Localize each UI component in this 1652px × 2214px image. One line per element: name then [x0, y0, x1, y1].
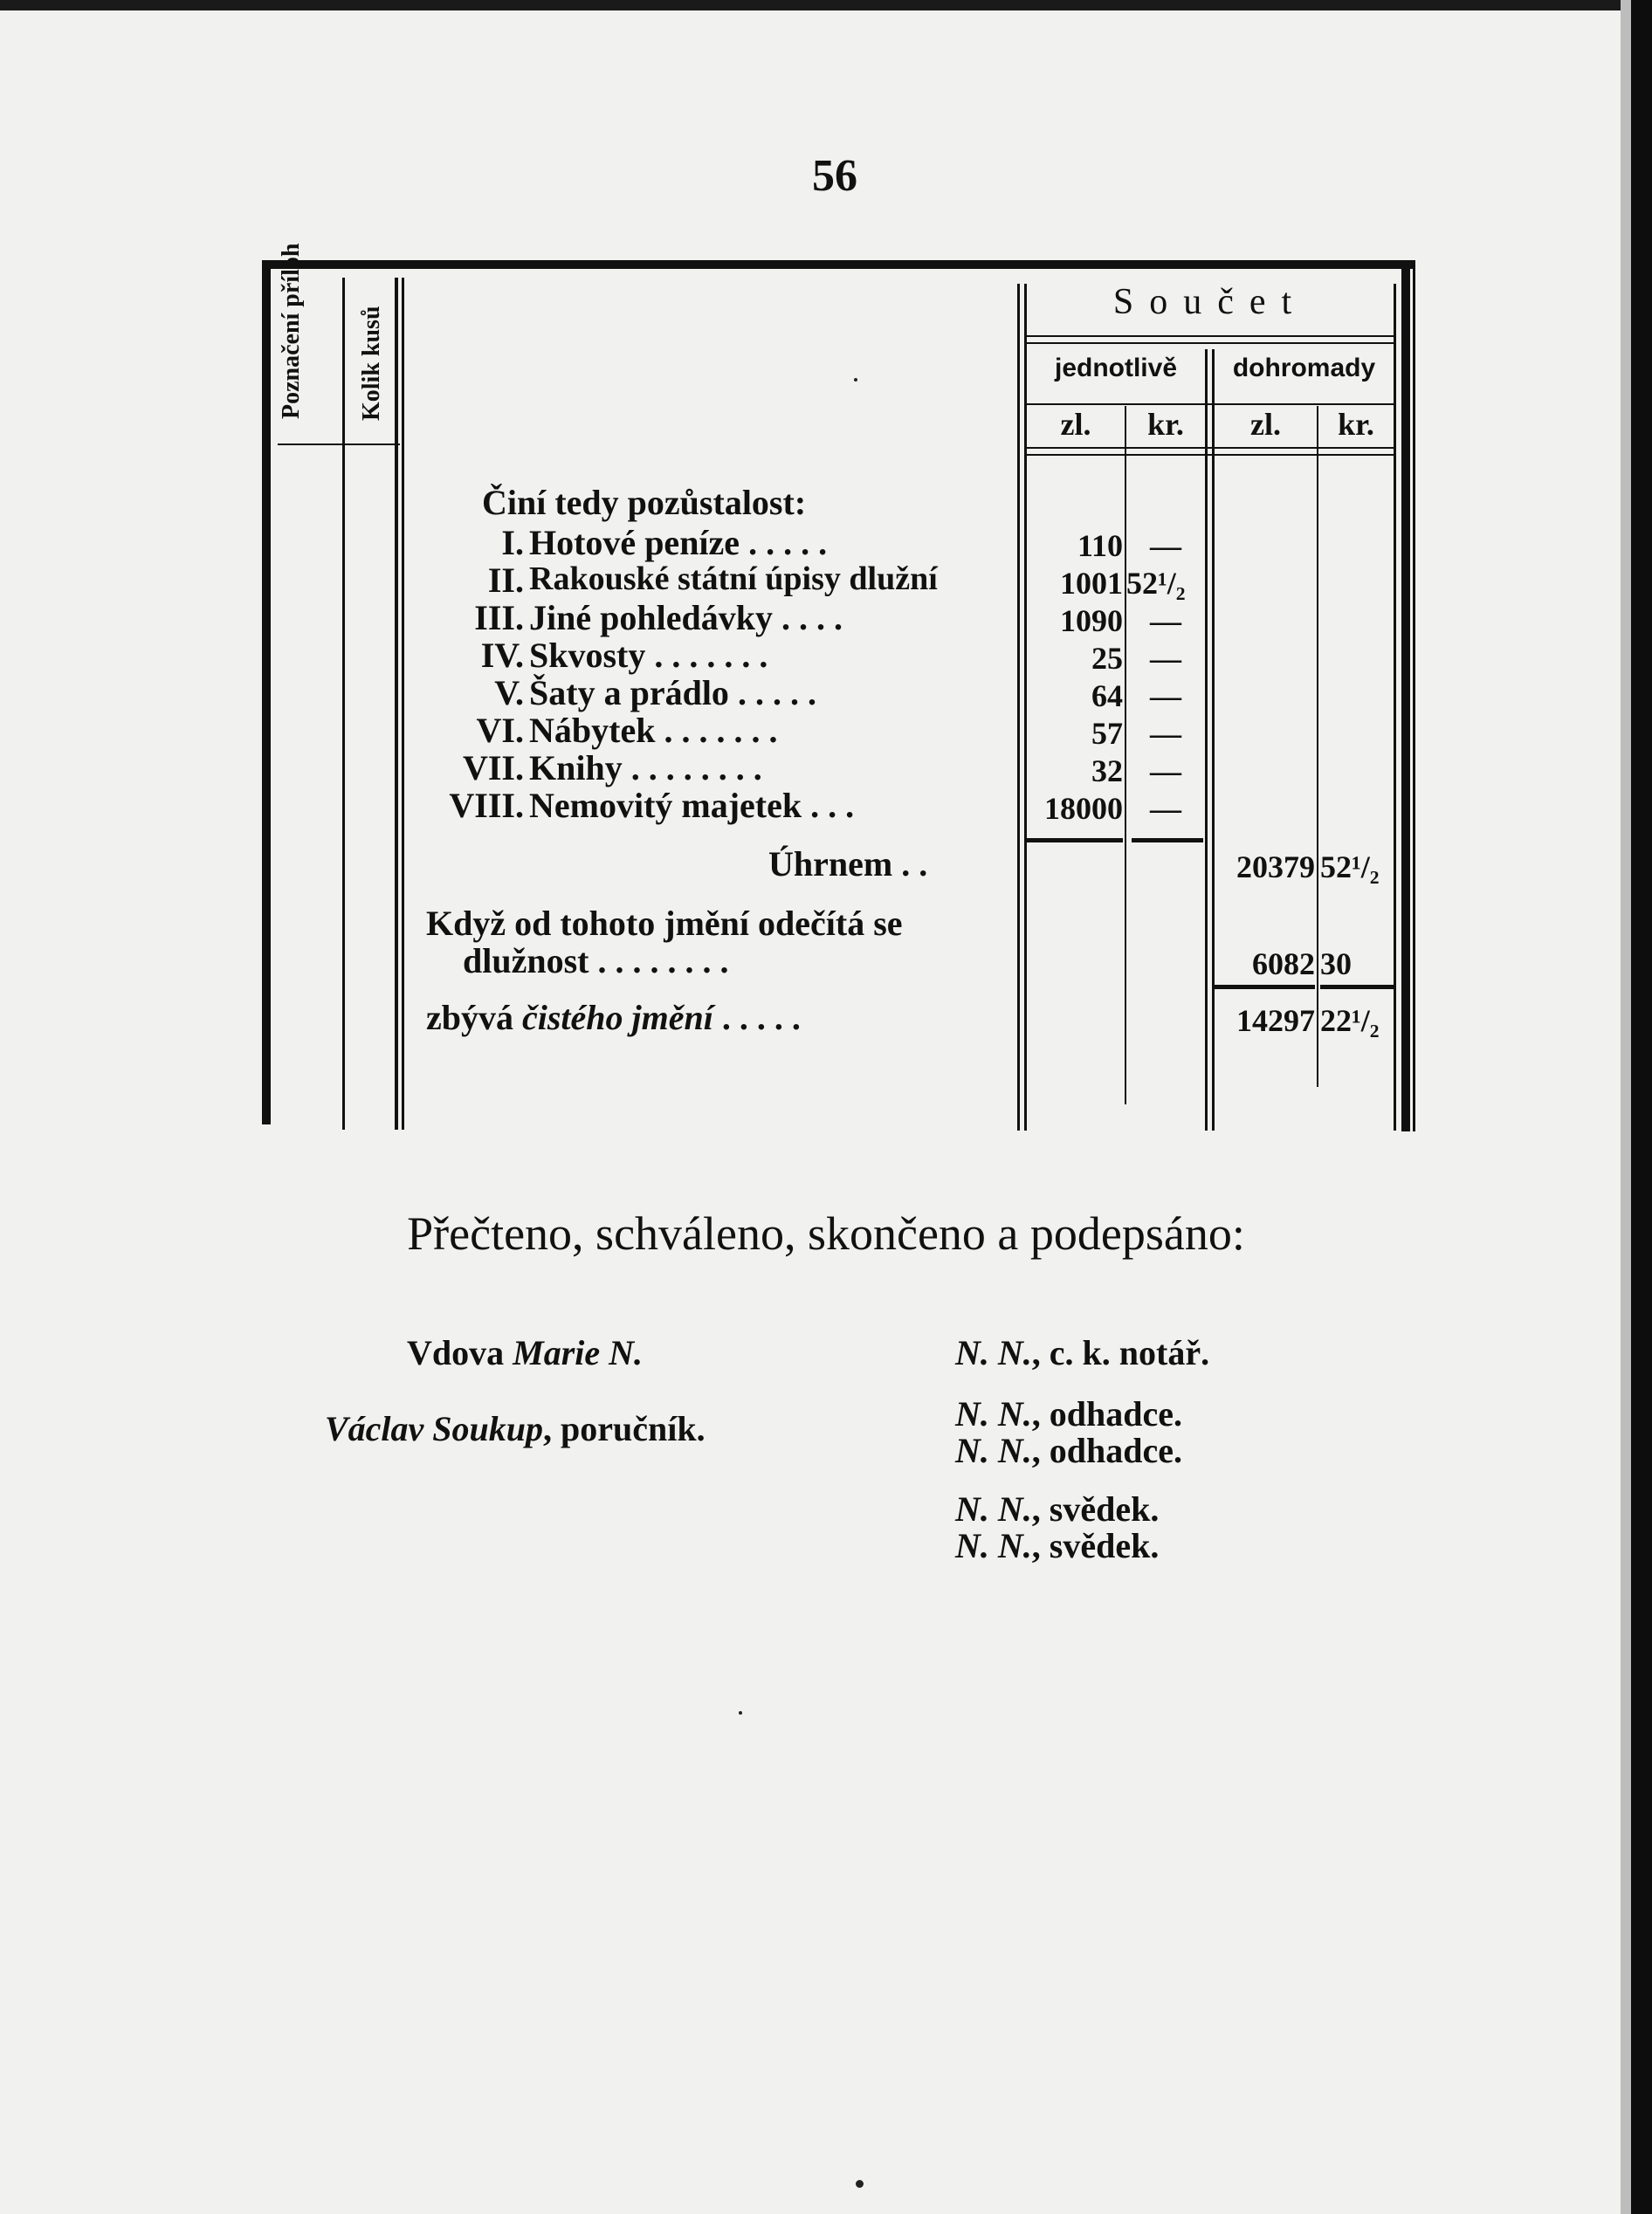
item-number: II.: [487, 560, 524, 600]
total-label: Úhrnem ..: [768, 844, 937, 884]
item-label: Nemovitý majetek ...: [529, 786, 864, 825]
print-speck: [854, 378, 857, 382]
item-value-kr: —: [1150, 753, 1181, 788]
debt-label-line1: Když od tohoto jmění odečítá se: [426, 904, 903, 943]
item-value-zl: 64: [1091, 678, 1123, 713]
individual-header: jednotlivě: [1054, 354, 1178, 382]
scan-right-shadow: [1621, 0, 1631, 2214]
item-value-kr: —: [1150, 716, 1181, 751]
signature-appraiser: N. N., odhadce.: [955, 1431, 1183, 1470]
item-value-zl: 32: [1091, 753, 1123, 788]
item-value-zl: 1001: [1060, 566, 1123, 601]
item-number: III.: [474, 598, 524, 637]
signature-witness: N. N., svědek.: [955, 1489, 1160, 1529]
item-value-zl: 1090: [1060, 603, 1123, 638]
item-label: Nábytek .......: [529, 711, 787, 750]
debt-value-zl: 6082: [1252, 946, 1315, 981]
signature-notary: N. N., c. k. notář.: [955, 1333, 1210, 1372]
item-value-zl: 18000: [1044, 791, 1123, 826]
print-speck: [856, 2180, 864, 2188]
closing-statement: Přečteno, schváleno, skončeno a podepsáno:: [407, 1207, 1245, 1260]
signature-widow: Vdova Marie N.: [407, 1333, 644, 1372]
item-value-kr: —: [1150, 528, 1181, 563]
item-value-kr: —: [1150, 678, 1181, 713]
intro-text: Činí tedy pozůstalost:: [482, 483, 807, 522]
item-label: Knihy ........: [529, 748, 771, 787]
col-header-count: Kolik kusů: [358, 306, 385, 421]
scan-top-edge: [0, 0, 1652, 10]
page-number: 56: [812, 151, 857, 201]
item-number: I.: [501, 523, 524, 562]
debt-label-line2: dlužnost ........: [463, 941, 738, 980]
item-number: VI.: [476, 711, 524, 750]
item-label: Šaty a prádlo .....: [529, 673, 825, 712]
col-header-attachment-mark: Poznačení příloh: [278, 243, 305, 419]
kr-header-total: kr.: [1338, 407, 1374, 442]
total-header: dohromady: [1232, 354, 1376, 382]
signature-witness: N. N., svědek.: [955, 1526, 1160, 1565]
remainder-value-zl: 14297: [1236, 1003, 1315, 1038]
item-label: Jiné pohledávky ....: [529, 598, 851, 637]
print-speck: [739, 1711, 742, 1715]
zl-header-total: zl.: [1250, 407, 1281, 442]
item-label: Rakouské státní úpisy dlužní: [529, 560, 938, 597]
total-value-kr: 52¹/₂: [1320, 849, 1380, 884]
item-value-zl: 25: [1091, 641, 1123, 676]
kr-header-individual: kr.: [1147, 407, 1184, 442]
signature-appraiser: N. N., odhadce.: [955, 1394, 1183, 1434]
item-number: VIII.: [449, 786, 524, 825]
sum-header: Součet: [1112, 282, 1308, 322]
item-value-zl: 110: [1077, 528, 1123, 563]
debt-value-kr: 30: [1320, 946, 1352, 981]
signature-guardian: Václav Soukup, poručník.: [325, 1409, 706, 1448]
item-number: VII.: [462, 748, 524, 787]
remainder-label: zbývá čistého jmění .....: [426, 998, 809, 1037]
item-value-kr: 52¹/₂: [1126, 566, 1186, 601]
item-value-kr: —: [1150, 641, 1181, 676]
remainder-value-kr: 22¹/₂: [1320, 1003, 1380, 1038]
item-label: Hotové peníze .....: [529, 523, 836, 562]
item-number: IV.: [480, 636, 524, 675]
item-value-kr: —: [1150, 791, 1181, 826]
item-value-kr: —: [1150, 603, 1181, 638]
item-number: V.: [494, 673, 524, 712]
scan-right-edge: [1631, 0, 1652, 2214]
item-value-zl: 57: [1091, 716, 1123, 751]
zl-header-individual: zl.: [1060, 407, 1091, 442]
total-value-zl: 20379: [1236, 849, 1315, 884]
item-label: Skvosty .......: [529, 636, 777, 675]
